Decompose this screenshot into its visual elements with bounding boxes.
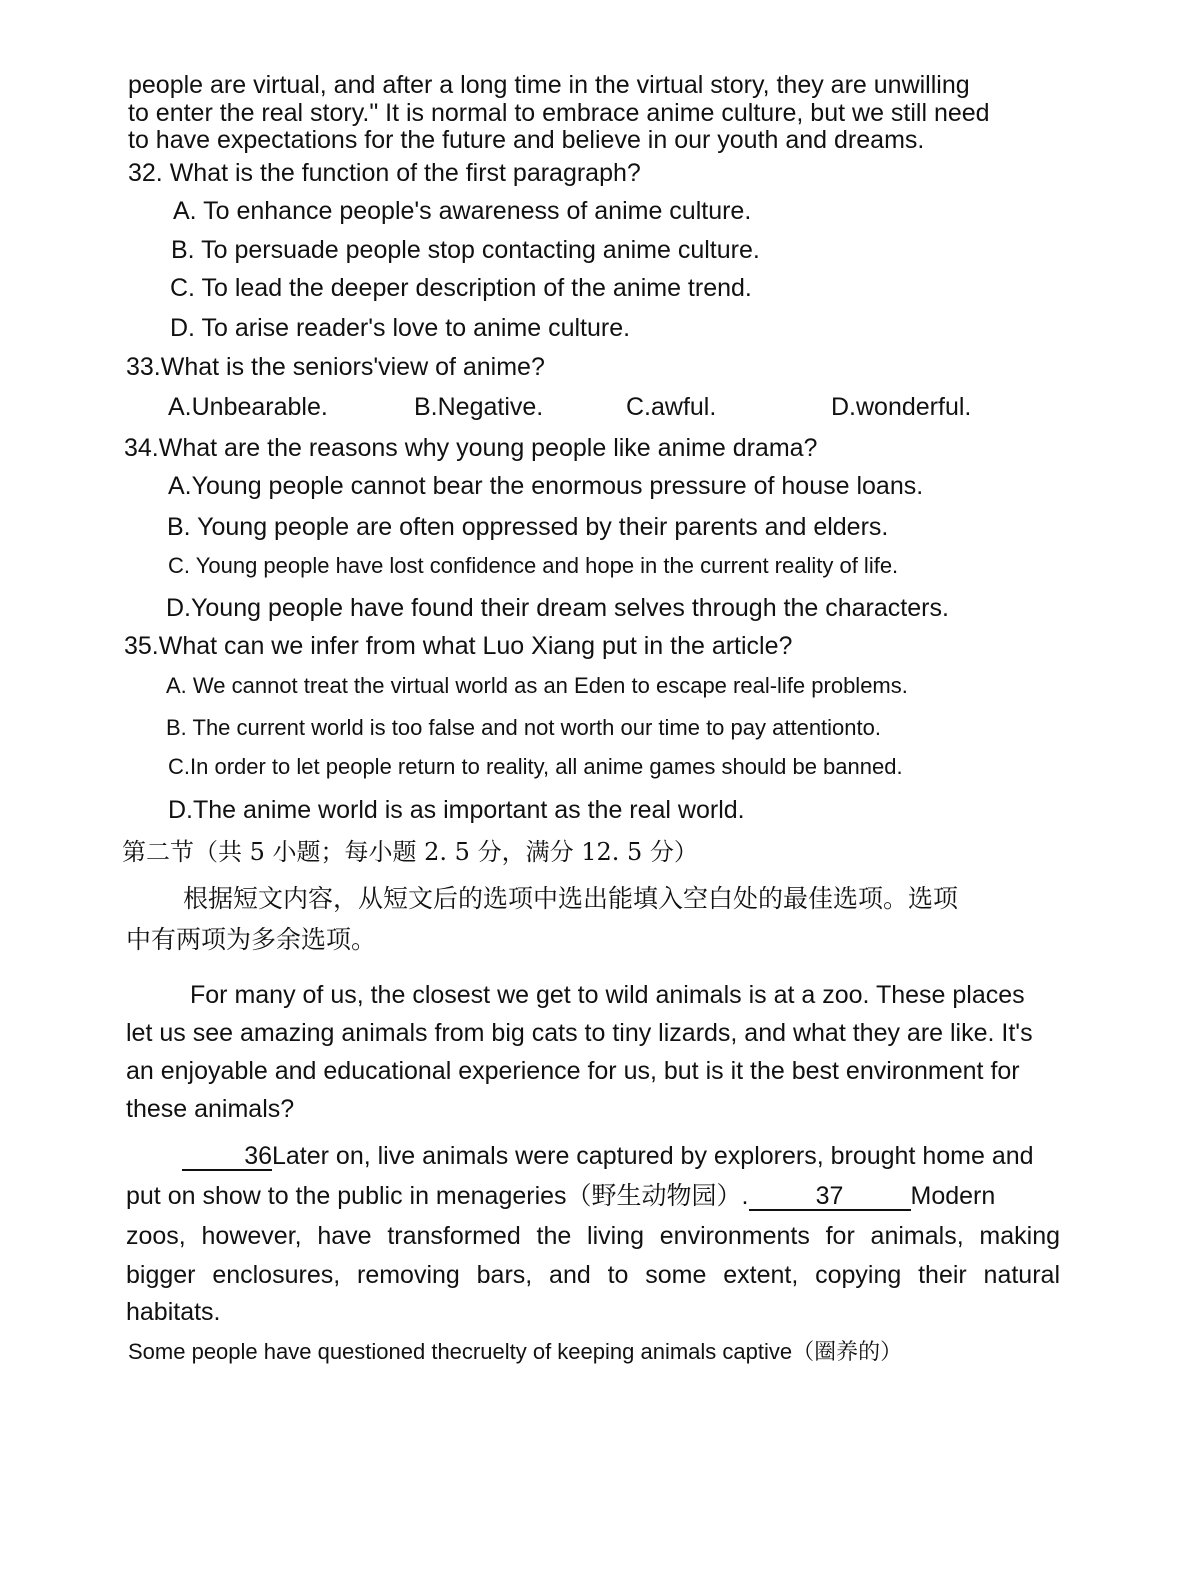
section-2-instructions: 中有两项为多余选项。 <box>126 925 377 954</box>
question-34-option-a: A.Young people cannot bear the enormous pressure of house loans. <box>168 472 924 500</box>
passage-2-paragraph-1: For many of us, the closest we get to wild animals is at a zoo. These places <box>190 981 1025 1009</box>
passage-2-paragraph-2: zoos, however, have transformed the living environments for animals, making <box>126 1222 1060 1250</box>
section-2-title: 第二节（共 5 小题；每小题 2. 5 分，满分 12. 5 分） <box>122 838 698 866</box>
passage-line: people are virtual, and after a long time in the virtual story, they are unwilling <box>128 71 970 99</box>
passage-line: to have expectations for the future and believe in our youth and dreams. <box>128 126 925 154</box>
question-32-stem: 32. What is the function of the first paragraph? <box>128 159 641 187</box>
passage-2-paragraph-1: these animals? <box>126 1095 295 1123</box>
section-2-instructions: 根据短文内容，从短文后的选项中选出能填入空白处的最佳选项。选项 <box>183 884 959 913</box>
question-33-option-c: C.awful. <box>626 393 717 421</box>
passage-2-paragraph-2: bigger enclosures, removing bars, and to some extent, copying their natural <box>126 1261 1060 1289</box>
passage-line: to enter the real story." It is normal to embrace anime culture, but we still need <box>128 99 990 127</box>
question-33-option-a: A.Unbearable. <box>168 393 328 421</box>
question-32-option-d: D. To arise reader's love to anime culture. <box>170 314 631 342</box>
question-33-option-b: B.Negative. <box>414 393 544 421</box>
blank-36[interactable]: 36 <box>182 1143 272 1171</box>
question-32-option-c: C. To lead the deeper description of the anime trend. <box>170 274 752 302</box>
question-35-option-c: C.In order to let people return to reality, all anime games should be banned. <box>168 754 903 779</box>
question-32-option-b: B. To persuade people stop contacting anime culture. <box>171 236 760 264</box>
passage-2-paragraph-2: put on show to the public in menageries（野生动物园）. 37 Modern <box>126 1182 996 1210</box>
passage-2-paragraph-3: Some people have questioned thecruelty of keeping animals captive（圈养的） <box>128 1339 903 1364</box>
question-35-option-b: B. The current world is too false and not worth our time to pay attentionto. <box>166 715 881 740</box>
question-35-stem: 35.What can we infer from what Luo Xiang put in the article? <box>124 632 793 660</box>
passage-2-paragraph-1: an enjoyable and educational experience for us, but is it the best environment for <box>126 1057 1020 1085</box>
question-35-option-a: A. We cannot treat the virtual world as an Eden to escape real-life problems. <box>166 673 908 698</box>
blank-37[interactable]: 37 <box>749 1183 911 1211</box>
question-33-stem: 33.What is the seniors'view of anime? <box>126 353 545 381</box>
question-33-option-d: D.wonderful. <box>831 393 972 421</box>
passage-2-paragraph-1: let us see amazing animals from big cats to tiny lizards, and what they are like. It's <box>126 1019 1033 1047</box>
question-32-option-a: A. To enhance people's awareness of anime culture. <box>173 197 752 225</box>
passage-2-paragraph-2: habitats. <box>126 1298 221 1326</box>
question-35-option-d: D.The anime world is as important as the real world. <box>168 796 745 824</box>
question-34-option-c: C. Young people have lost confidence and hope in the current reality of life. <box>168 553 899 578</box>
question-34-stem: 34.What are the reasons why young people like anime drama? <box>124 434 818 462</box>
question-34-option-b: B. Young people are often oppressed by their parents and elders. <box>167 513 889 541</box>
question-34-option-d: D.Young people have found their dream selves through the characters. <box>166 594 949 622</box>
passage-2-paragraph-2: 36Later on, live animals were captured by explorers, brought home and <box>182 1141 1034 1171</box>
